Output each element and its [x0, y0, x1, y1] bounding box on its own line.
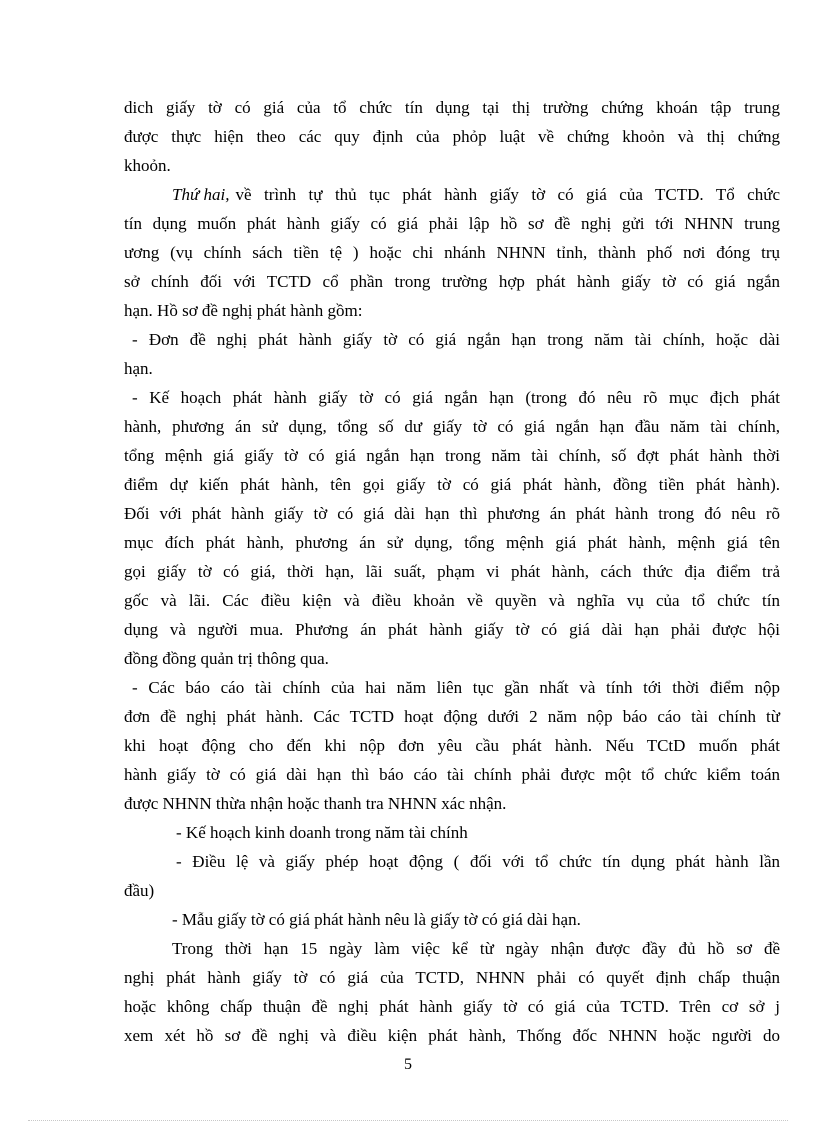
body-line: hành giấy tờ có giá dài hạn thì báo cáo tài chính phải được một tổ chức kiểm toán — [124, 765, 780, 784]
body-line: được thực hiện theo các quy định của phỏp luật về chứng khoỏn và thị chứng — [124, 127, 780, 146]
body-line: sở chính đối với TCTD cổ phần trong trường hợp phát hành giấy tờ có giá ngắn — [124, 272, 780, 291]
body-line: gốc và lãi. Các điều kiện và điều khoản về quyền và nghĩa vụ của tổ chức tín — [124, 591, 780, 610]
italic-lead: Thứ hai, — [172, 185, 230, 204]
body-line: tổng mệnh giá giấy tờ có giá ngắn hạn trong năm tài chính, số đợt phát hành thời — [124, 446, 780, 465]
page-number: 5 — [404, 1056, 412, 1073]
body-line: mục đích phát hành, phương án sử dụng, tổng mệnh giá phát hành, mệnh giá tên — [124, 533, 780, 552]
body-line: tín dụng muốn phát hành giấy có giá phải lập hồ sơ đề nghị gửi tới NHNN trung — [124, 214, 780, 233]
body-line: hoặc không chấp thuận đề nghị phát hành giấy tờ có giá của TCTD. Trên cơ sở j — [124, 997, 780, 1016]
bullet-line: - Điều lệ và giấy phép hoạt động ( đối với tổ chức tín dụng phát hành lần — [176, 852, 780, 871]
footer-divider — [28, 1120, 788, 1121]
body-line: đơn đề nghị phát hành. Các TCTD hoạt động dưới 2 năm nộp báo cáo tài chính từ — [124, 707, 780, 726]
paragraph-line-with-lead — [172, 185, 780, 205]
body-line: dụng và người mua. Phương án phát hành giấy tờ có giá dài hạn phải được hội — [124, 620, 780, 639]
bullet-line: - Mẫu giấy tờ có giá phát hành nêu là giấy tờ có giá dài hạn. — [172, 910, 581, 929]
body-line: hạn. — [124, 359, 153, 378]
body-line: gọi giấy tờ có giá, thời hạn, lãi suất, phạm vi phát hành, cách thức địa điểm trả — [124, 562, 780, 581]
body-line: được NHNN thừa nhận hoặc thanh tra NHNN xác nhận. — [124, 794, 507, 813]
bullet-line: - Đơn đề nghị phát hành giấy tờ có giá ngắn hạn trong năm tài chính, hoặc dài — [132, 330, 780, 349]
body-line: đầu) — [124, 881, 155, 900]
body-line: về trình tự thủ tục phát hành giấy tờ có giá của TCTD. Tổ chức — [235, 185, 780, 204]
body-line: khoỏn. — [124, 156, 171, 175]
body-line: Đối với phát hành giấy tờ có giá dài hạn thì phương án phát hành trong đó nêu rõ — [124, 504, 780, 523]
body-line: đồng đồng quản trị thông qua. — [124, 649, 329, 668]
body-line: nghị phát hành giấy tờ có giá của TCTD, NHNN phải có quyết định chấp thuận — [124, 968, 780, 987]
body-line: ương (vụ chính sách tiền tệ ) hoặc chi nhánh NHNN tỉnh, thành phố nơi đóng trụ — [124, 243, 780, 262]
body-line: dich giấy tờ có giá của tổ chức tín dụng tại thị trường chứng khoán tập trung — [124, 98, 780, 117]
bullet-line: - Các báo cáo tài chính của hai năm liên tục gần nhất và tính tới thời điểm nộp — [132, 678, 780, 697]
bullet-line: - Kế hoạch phát hành giấy tờ có giá ngắn hạn (trong đó nêu rõ mục địch phát — [132, 388, 780, 407]
body-line: điểm dự kiến phát hành, tên gọi giấy tờ có giá phát hành, đồng tiền phát hành). — [124, 475, 780, 494]
body-line: hạn. Hồ sơ đề nghị phát hành gồm: — [124, 301, 363, 320]
body-line: khi hoạt động cho đến khi nộp đơn yêu cầu phát hành. Nếu TCtD muốn phát — [124, 736, 780, 755]
bullet-line: - Kế hoạch kinh doanh trong năm tài chính — [176, 823, 468, 842]
body-line: Trong thời hạn 15 ngày làm việc kể từ ngày nhận được đầy đủ hồ sơ đề — [172, 939, 780, 958]
body-line: xem xét hồ sơ đề nghị và điều kiện phát hành, Thống đốc NHNN hoặc người do — [124, 1026, 780, 1045]
body-line: hành, phương án sử dụng, tổng số dư giấy tờ có giá ngắn hạn đầu năm tài chính, — [124, 417, 780, 436]
